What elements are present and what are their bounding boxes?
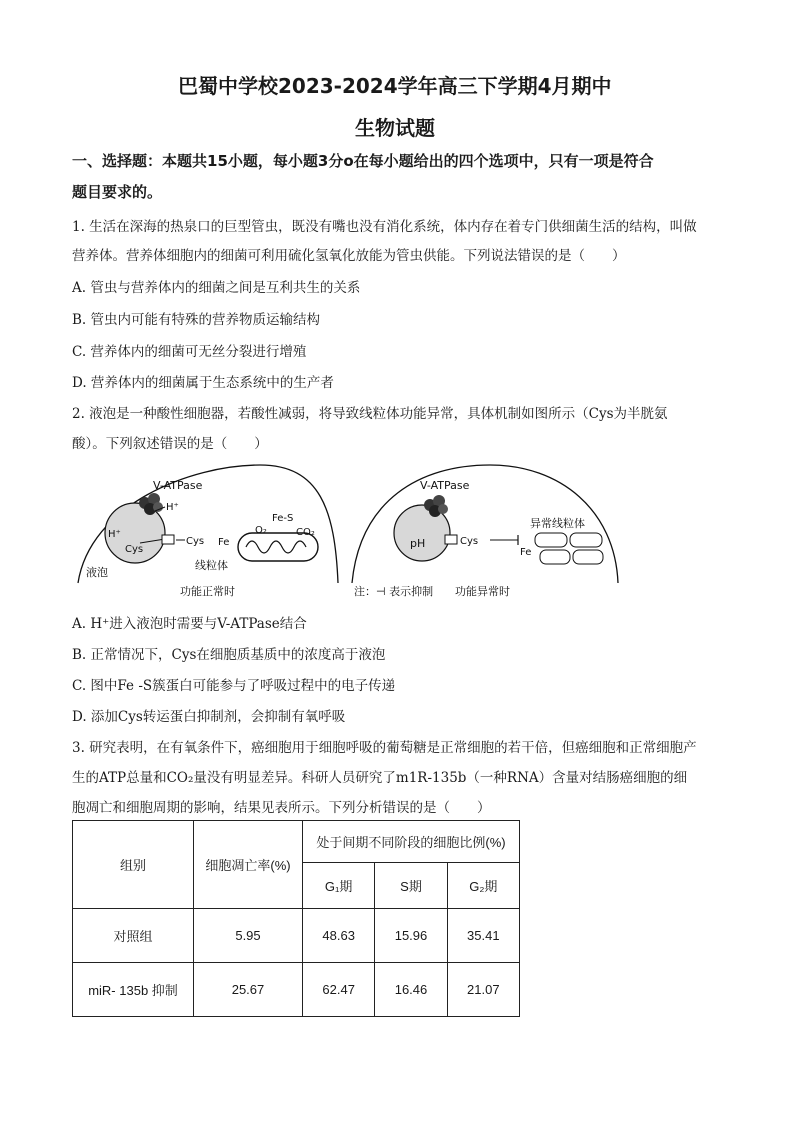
q2-stem-cont: 酸）。下列叙述错误的是（ ） (72, 436, 268, 452)
q2-option-b: B. 正常情况下，Cys在细胞质基质中的浓度高于液泡 (72, 647, 386, 663)
cys-out-label: Cys (186, 536, 205, 547)
abnormal-mito-4 (573, 550, 603, 564)
header-s: S期 (375, 863, 447, 909)
cys-right-label: Cys (460, 536, 479, 547)
cell-g1: 48.63 (303, 909, 375, 963)
v-atpase-left-label: V-ATPase (153, 479, 203, 492)
cell-group: 对照组 (73, 909, 194, 963)
vacuole-label: 液泡 (86, 566, 108, 579)
header-phase-group: 处于间期不同阶段的细胞比例(%) (303, 821, 520, 863)
section-heading-cont: 题目要求的。 (72, 183, 163, 201)
cys-transporter-left (162, 535, 174, 544)
abnormal-mito-2 (570, 533, 602, 547)
q2-option-d: D. 添加Cys转运蛋白抑制剂，会抑制有氧呼吸 (72, 709, 346, 725)
q3-stem-cont: 生的ATP总量和CO₂量没有明显差异。科研人员研究了m1R-135b（一种RNA）含量对结肠癌细胞的细 (72, 770, 688, 786)
abnormal-mito-label: 异常线粒体 (530, 517, 585, 530)
q2-option-c: C. 图中Fe -S簇蛋白可能参与了呼吸过程中的电子传递 (72, 678, 396, 694)
q1-option-a: A. 管虫与营养体内的细菌之间是互利共生的关系 (72, 280, 361, 296)
h-plus-inner-label: H⁺ (108, 529, 121, 540)
q2-mechanism-figure (70, 455, 630, 600)
q1-stem: 1. 生活在深海的热泉口的巨型管虫，既没有嘴也没有消化系统，体内存在着专门供细菌生活的结构，叫做 (72, 219, 697, 235)
fe-label: Fe (218, 537, 230, 548)
header-apoptosis: 细胞凋亡率(%) (194, 821, 303, 909)
table-row (73, 909, 520, 963)
q2-stem: 2. 液泡是一种酸性细胞器，若酸性减弱，将导致线粒体功能异常，具体机制如图所示（Cys为半胱氨 (72, 406, 668, 422)
cell-s: 15.96 (375, 909, 447, 963)
q1-option-c: C. 营养体内的细菌可无丝分裂进行增殖 (72, 344, 307, 360)
cys-transporter-right (445, 535, 457, 544)
figure-note: 注：⊣ 表示抑制 (354, 585, 434, 598)
cell-group: miR- 135b 抑制 (73, 963, 194, 1017)
cell-g2: 21.07 (447, 963, 519, 1017)
q3-stem-cont2: 胞凋亡和细胞周期的影响，结果见表所示。下列分析错误的是（ ） (72, 800, 491, 816)
co2-label: CO₂ (296, 527, 315, 538)
fe-right-label: Fe (520, 547, 532, 558)
v-atpase-right-label: V-ATPase (420, 479, 470, 492)
table-row (73, 963, 520, 1017)
cell-apoptosis: 5.95 (194, 909, 303, 963)
q3-stem: 3. 研究表明，在有氧条件下，癌细胞用于细胞呼吸的葡萄糖是正常细胞的若干倍，但癌细胞和正常细胞产 (72, 740, 697, 756)
cell-g1: 62.47 (303, 963, 375, 1017)
h-plus-label: H⁺ (166, 502, 179, 513)
mitochondrion-label: 线粒体 (195, 559, 228, 572)
q1-option-d: D. 营养体内的细菌属于生态系统中的生产者 (72, 375, 334, 391)
abnormal-mito-3 (540, 550, 570, 564)
o2-label: O₂ (255, 525, 267, 536)
section-heading: 一、选择题：本题共15小题，每小题3分o在每小题给出的四个选项中，只有一项是符合 (72, 152, 654, 170)
cell-g2: 35.41 (447, 909, 519, 963)
header-g1: G₁期 (303, 863, 375, 909)
page-title: 巴蜀中学校2023-2024学年高三下学期4月期中 (178, 74, 612, 98)
abnormal-mito-1 (535, 533, 567, 547)
header-group: 组别 (73, 821, 194, 909)
cell-apoptosis: 25.67 (194, 963, 303, 1017)
page-subtitle: 生物试题 (355, 116, 435, 140)
left-caption: 功能正常时 (180, 585, 235, 598)
q3-results-table (72, 820, 520, 1017)
q2-option-a: A. H⁺进入液泡时需要与V-ATPase结合 (72, 616, 307, 632)
header-g2: G₂期 (447, 863, 519, 909)
q1-stem-cont: 营养体。营养体细胞内的细菌可利用硫化氢氧化放能为管虫供能。下列说法错误的是（ ） (72, 248, 626, 264)
cys-inner-label: Cys (125, 544, 144, 555)
q1-option-b: B. 管虫内可能有特殊的营养物质运输结构 (72, 312, 321, 328)
fes-label: Fe-S (272, 513, 294, 524)
right-caption: 功能异常时 (455, 585, 510, 598)
ph-label: pH (410, 537, 426, 550)
cell-s: 16.46 (375, 963, 447, 1017)
